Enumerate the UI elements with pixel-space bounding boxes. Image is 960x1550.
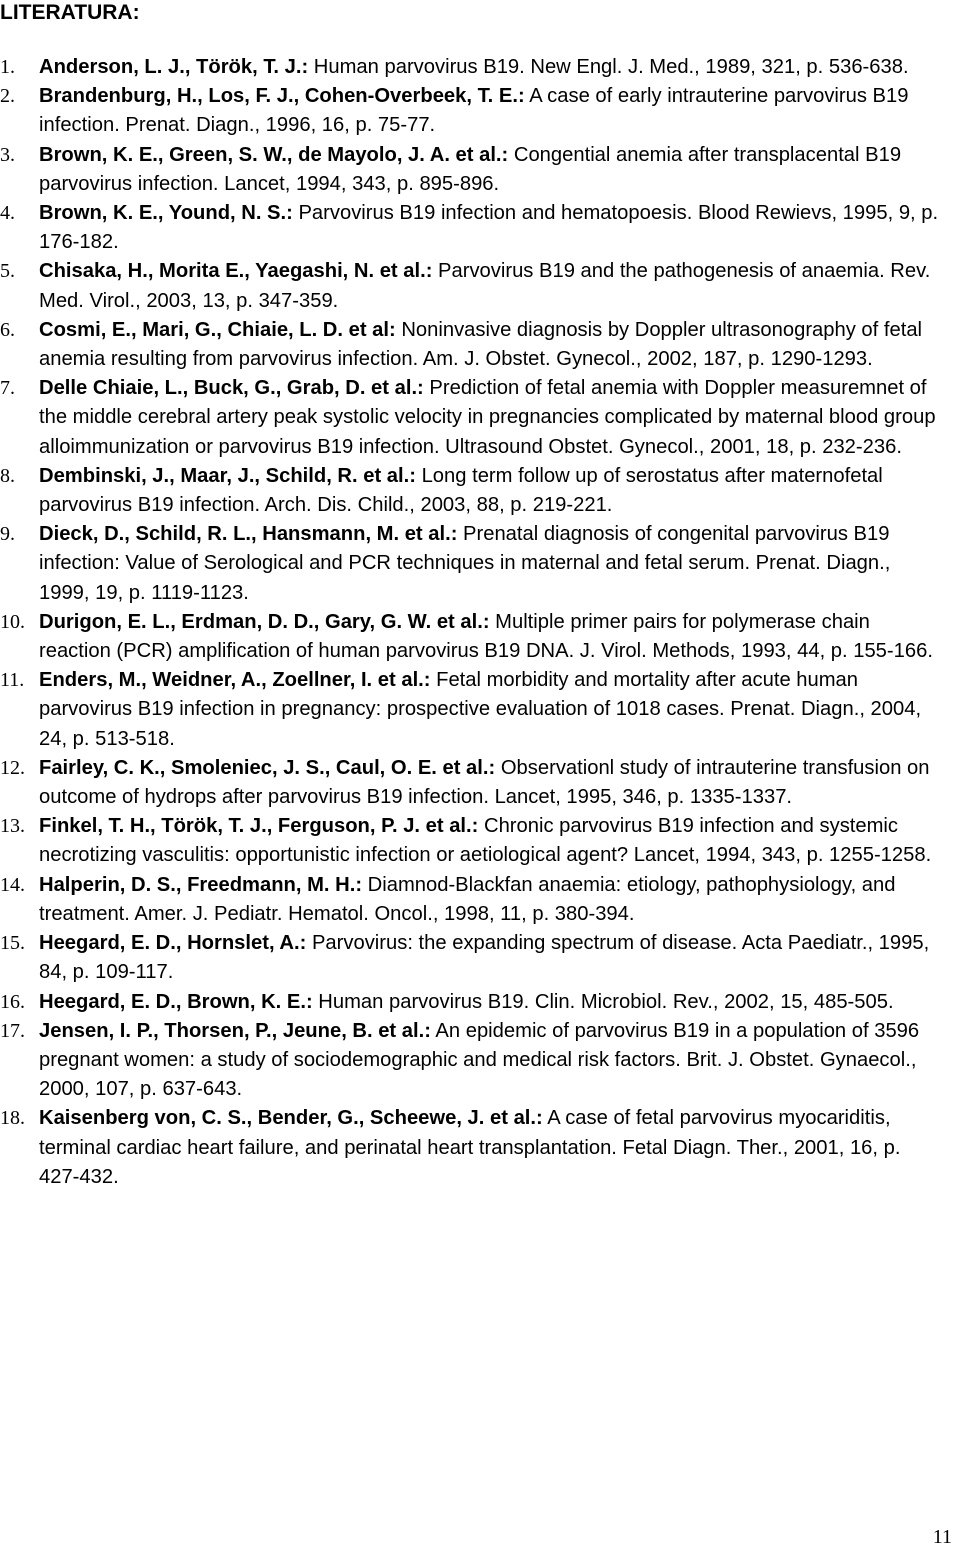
reference-authors: Durigon, E. L., Erdman, D. D., Gary, G. W. et al.: (39, 610, 490, 633)
reference-text: Noninvasive diagnosis by Doppler ultrasonography of fetal anemia resulting from parvovirus infection. Am. J. Obstet. Gynecol., 2002, 187, p. 1290-1293. (39, 318, 923, 371)
reference-text: Diamnod-Blackfan anaemia: etiology, pathophysiology, and treatment. Amer. J. Pediatr. Hematol. Oncol., 1998, 11, p. 380-394. (39, 873, 896, 925)
reference-text: Parvovirus: the expanding spectrum of disease. Acta Paediatr., 1995, 84, p. 109-117. (39, 932, 930, 984)
reference-number: 7. (0, 377, 15, 400)
reference-text: Fetal morbidity and mortality after acute human parvovirus B19 infection in pregnancy: prospective evaluation of 1018 cases. Prenat. Diagn., 2004, 24, p. 513-518. (39, 669, 922, 750)
reference-number: 14. (0, 873, 25, 896)
reference-authors: Kaisenberg von, C. S., Bender, G., Scheewe, J. et al.: (39, 1107, 543, 1130)
reference-authors: Brown, K. E., Yound, N. S.: (39, 202, 293, 225)
reference-number: 15. (0, 932, 25, 955)
reference-number: 5. (0, 260, 15, 283)
reference-authors: Cosmi, E., Mari, G., Chiaie, L. D. et al: (39, 318, 396, 341)
reference-number: 12. (0, 756, 25, 779)
reference-authors: Enders, M., Weidner, A., Zoellner, I. et al.: (39, 669, 431, 692)
page-heading: LITERATURA: (0, 1, 140, 24)
reference-authors: Jensen, I. P., Thorsen, P., Jeune, B. et al.: (39, 1019, 431, 1042)
reference-number: 11. (0, 669, 25, 692)
reference-authors: Anderson, L. J., Török, T. J.: (39, 56, 309, 78)
reference-number: 18. (0, 1107, 25, 1130)
reference-authors: Finkel, T. H., Török, T. J., Ferguson, P. J. et al.: (39, 815, 479, 838)
reference-text: A case of early intrauterine parvovirus B19 infection. Prenat. Diagn., 1996, 16, p. 75-77. (39, 85, 909, 137)
reference-authors: Brandenburg, H., Los, F. J., Cohen-Overbeek, T. E.: (39, 85, 525, 108)
reference-item (0, 257, 945, 315)
reference-text: Parvovirus B19 infection and hematopoesis. Blood Rewievs, 1995, 9, p. 176-182. (39, 202, 939, 254)
reference-number: 3. (0, 143, 15, 166)
reference-number: 9. (0, 523, 15, 546)
reference-text: Prenatal diagnosis of congenital parvovirus B19 infection: Value of Serological and PCR techniques in maternal and fetal serum. Prenat. Diagn., 1999, 19, p. 1119-1123. (39, 523, 891, 604)
reference-authors: Chisaka, H., Morita E., Yaegashi, N. et al.: (39, 260, 433, 283)
reference-number: 6. (0, 318, 15, 341)
reference-number: 2. (0, 85, 15, 108)
reference-text: Long term follow up of serostatus after maternofetal parvovirus B19 infection. Arch. Dis. Child., 2003, 88, p. 219-221. (39, 464, 883, 517)
reference-text: A case of fetal parvovirus myocariditis, terminal cardiac heart failure, and perinatal heart transplantation. Fetal Diagn. Ther., 2001, 16, p. 427-432. (39, 1107, 901, 1188)
reference-authors: Delle Chiaie, L., Buck, G., Grab, D. et al.: (39, 377, 424, 400)
reference-item (0, 374, 945, 462)
reference-item (0, 53, 945, 82)
reference-item (0, 666, 945, 754)
reference-authors: Dieck, D., Schild, R. L., Hansmann, M. et al.: (39, 523, 458, 546)
reference-authors: Brown, K. E., Green, S. W., de Mayolo, J. A. et al.: (39, 143, 509, 166)
reference-item (0, 988, 945, 1017)
reference-item (0, 199, 945, 257)
reference-number: 13. (0, 815, 25, 838)
reference-text: Prediction of fetal anemia with Doppler measuremnet of the middle cerebral artery peak systolic velocity in pregnancies complicated by maternal blood group alloimmunization or parvovirus B19 infection. Ultrasound Obstet. Gynecol., 2001, 18, p. 232-236. (39, 377, 936, 458)
reference-item (0, 754, 945, 812)
reference-authors: Dembinski, J., Maar, J., Schild, R. et al.: (39, 464, 416, 487)
reference-text: Human parvovirus B19. New Engl. J. Med., 1989, 321, p. 536-638. (308, 56, 909, 78)
reference-item (0, 1104, 945, 1192)
reference-item (0, 812, 945, 870)
reference-authors: Heegard, E. D., Hornslet, A.: (39, 932, 307, 955)
reference-text: Human parvovirus B19. Clin. Microbiol. Rev., 2002, 15, 485-505. (312, 990, 894, 1013)
reference-item (0, 316, 945, 374)
reference-text: Chronic parvovirus B19 infection and systemic necrotizing vasculitis: opportunistic infection or aetiological agent? Lancet, 1994, 343, p. 1255-1258. (39, 815, 932, 867)
reference-text: Observationl study of intrauterine transfusion on outcome of hydrops after parvovirus B19 infection. Lancet, 1995, 346, p. 1335-1337. (39, 756, 930, 809)
reference-item (0, 82, 945, 140)
reference-number: 4. (0, 202, 15, 225)
page-number: 11 (932, 1526, 952, 1548)
reference-item (0, 608, 945, 666)
reference-item (0, 141, 945, 199)
reference-item (0, 520, 945, 608)
reference-item (0, 871, 945, 929)
reference-number: 16. (0, 990, 25, 1013)
reference-list (0, 53, 945, 1192)
reference-authors: Halperin, D. S., Freedmann, M. H.: (39, 873, 363, 896)
reference-authors: Heegard, E. D., Brown, K. E.: (39, 990, 313, 1013)
reference-number: 17. (0, 1019, 25, 1042)
reference-number: 8. (0, 464, 15, 487)
reference-text: An epidemic of parvovirus B19 in a population of 3596 pregnant women: a study of sociodemographic and medical risk factors. Brit. J. Obstet. Gynaecol., 2000, 107, p. 637-643. (39, 1019, 920, 1101)
reference-number: 10. (0, 610, 25, 633)
reference-authors: Fairley, C. K., Smoleniec, J. S., Caul, O. E. et al.: (39, 756, 496, 779)
reference-text: Parvovirus B19 and the pathogenesis of anaemia. Rev. Med. Virol., 2003, 13, p. 347-359. (39, 260, 931, 312)
reference-number: 1. (0, 56, 15, 78)
reference-item (0, 462, 945, 520)
reference-text: Congential anemia after transplacental B19 parvovirus infection. Lancet, 1994, 343, p. 895-896. (39, 143, 902, 195)
reference-text: Multiple primer pairs for polymerase chain reaction (PCR) amplification of human parvovirus B19 DNA. J. Virol. Methods, 1993, 44, p. 155-166. (39, 610, 933, 663)
reference-item (0, 929, 945, 987)
reference-item (0, 1017, 945, 1105)
